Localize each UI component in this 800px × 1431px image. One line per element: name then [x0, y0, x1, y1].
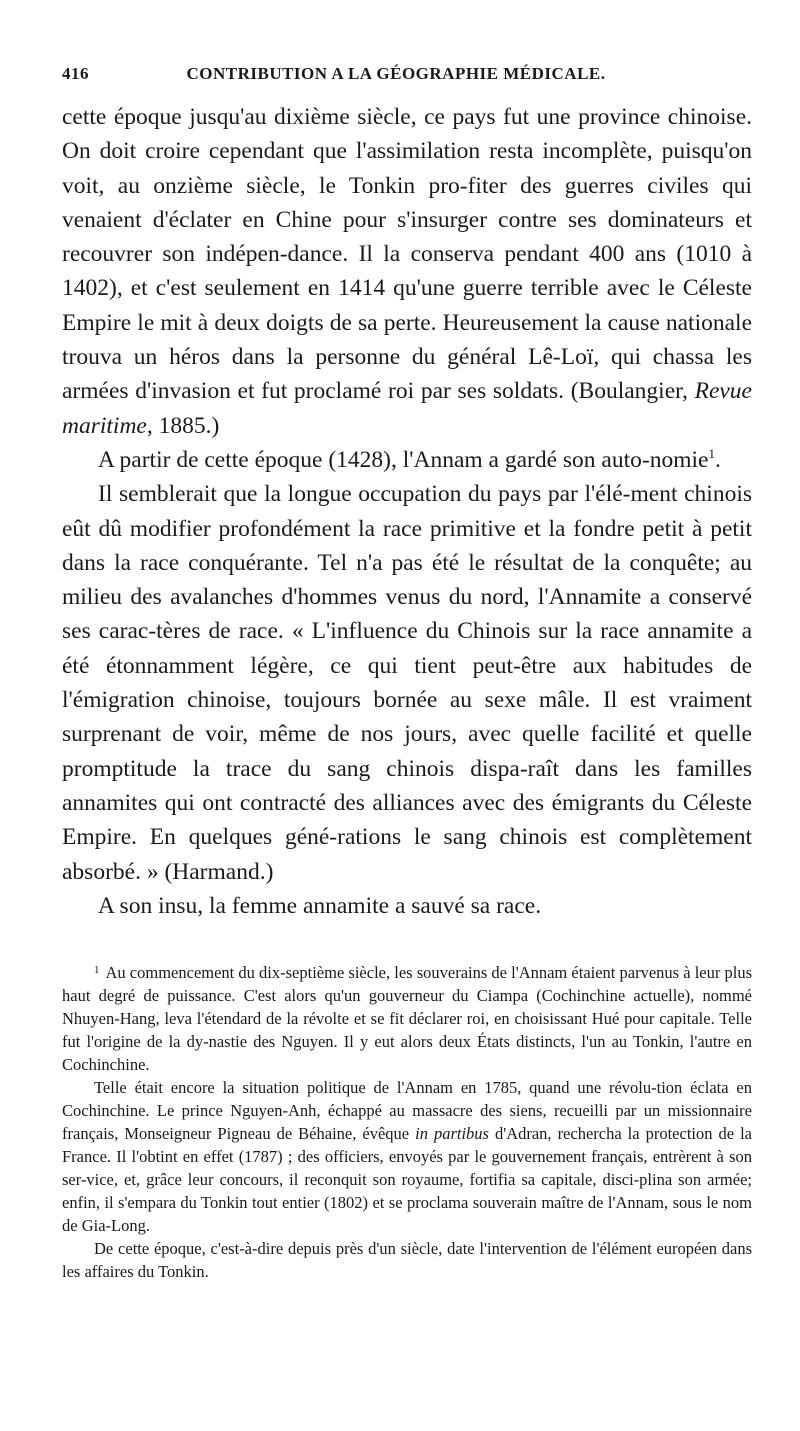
- journal-title: Revue maritime: [62, 378, 752, 439]
- footnotes: [62, 959, 752, 1283]
- footnote-text: Au commencement du dix-septième siècle, les souverains de l'Annam étaient parvenus à leur plus haut degré de puissance. C'est alors qu'un gouverneur du Ciampa (Cochinchine actuelle), nommé Nhuyen-Hang, leva l'étendard de la révolte et se fit déclarer roi, en choisissant Hué pour capitale. Telle fut l'origine de la dy-nastie des Nguyen. Il y eut alors deux États distincts, l'un au Tonkin, l'autre en Cochinchine.: [62, 963, 752, 1075]
- footnote-1: [62, 959, 752, 1076]
- paragraph-text: A partir de cette époque (1428), l'Annam a gardé son auto-nomie: [98, 446, 709, 473]
- paragraph-text: cette époque jusqu'au dixième siècle, ce pays fut une province chinoise. On doit croire cependant que l'assimilation resta incomplète, puisqu'on voit, au onzième siècle, le Tonkin pro-fiter des guerres civiles qui venaient d'éclater en Chine pour s'insurger contre ses dominateurs et recouvrer son indépen-dance. Il la conserva pendant 400 ans (1010 à 1402), et c'est seulement en 1414 qu'une guerre terrible avec le Céleste Empire le mit à deux doigts de sa perte. Heureusement la cause nationale trouva un héros dans la personne du général Lê-Loï, qui chassa les armées d'invasion et fut proclamé roi par ses soldats. (Boulangier,: [62, 104, 752, 405]
- paragraph-text-end: .: [714, 446, 721, 473]
- body-text: [62, 100, 752, 923]
- paragraph-conclusion: A son insu, la femme annamite a sauvé sa race.: [98, 892, 542, 919]
- book-page: [62, 64, 752, 1283]
- running-header: [62, 64, 752, 100]
- paragraph-continuation: [62, 100, 752, 443]
- footnote-italic: in partibus: [415, 1124, 489, 1144]
- page-number: 416: [62, 64, 89, 83]
- footnote-text-end: d'Adran, rechercha la protection de la France. Il l'obtint en effet (1787) ; des officiers, envoyés par le gouvernement français, entrèrent à son ser-vice, et, grâce leur concours, il reconquit son royaume, fortifia sa capitale, disci-plina son armée; enfin, il s'empara du Tonkin tout entier (1802) et se proclama souverain maître de l'Annam, sous le nom de Gia-Long.: [62, 1124, 752, 1236]
- paragraph-autonomy: [62, 443, 752, 477]
- running-title: CONTRIBUTION A LA GÉOGRAPHIE MÉDICALE.: [186, 64, 606, 83]
- footnote-1-continued: [62, 1076, 752, 1237]
- footnote-text: Telle était encore la situation politique de l'Annam en 1785, quand une révolu-tion éclata en Cochinchine. Le prince Nguyen-Anh, échappé au massacre des siens, recueilli par un missionnaire français, Monseigneur Pigneau de Béhaine, évêque: [62, 1078, 752, 1144]
- paragraph-text-end: , 1885.): [146, 412, 220, 439]
- footnote-marker: 1: [94, 964, 100, 977]
- footnote-1-conclusion: De cette époque, c'est-à-dire depuis près d'un siècle, date l'intervention de l'élément européen dans les affaires du Tonkin.: [62, 1239, 752, 1282]
- footnote-reference: 1: [708, 445, 715, 461]
- paragraph-chinese-influence: Il semblerait que la longue occupation du pays par l'élé-ment chinois eût dû modifier profondément la race primitive et la fondre petit à petit dans la race conquérante. Tel n'a pas été le résultat de la conquête; au milieu des avalanches d'hommes venus du nord, l'Annamite a conservé ses carac-tères de race. « L'influence du Chinois sur la race annamite a été étonnamment légère, ce qui tient peut-être aux habitudes de l'émigration chinoise, toujours bornée au sexe mâle. Il est vraiment surprenant de voir, même de nos jours, avec quelle facilité et quelle promptitude la trace du sang chinois dispa-raît dans les familles annamites qui ont contracté des alliances avec des émigrants du Céleste Empire. En quelques géné-rations le sang chinois est complètement absorbé. » (Harmand.): [62, 481, 752, 885]
